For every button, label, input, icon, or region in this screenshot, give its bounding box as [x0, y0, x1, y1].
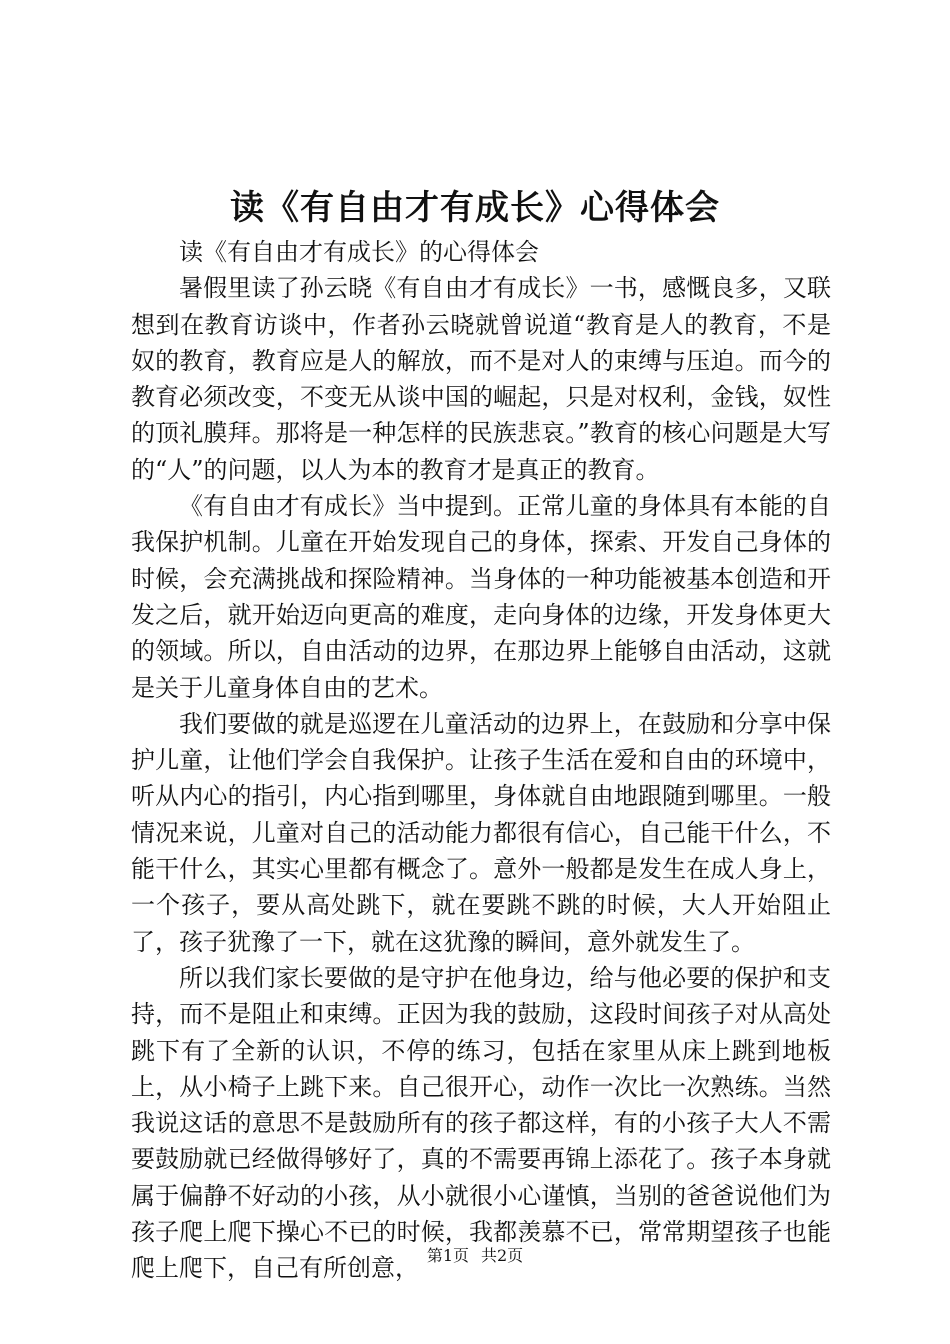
- body-paragraph-4: 所以我们家长要做的是守护在他身边，给与他必要的保护和支持，而不是阻止和束缚。正因为我的鼓励，这段时间孩子对从高处跳下有了全新的认识，不停的练习，包括在家里从床上跳到地板上，从小椅子上跳下来。自己很开心，动作一次比一次熟练。当然我说这话的意思不是鼓励所有的孩子都这样，有的小孩子大人不需要鼓励就已经做得够好了，真的不需要再锦上添花了。孩子本身就属于偏静不好动的小孩，从小就很小心谨慎，当别的爸爸说他们为孩子爬上爬下操心不已的时候，我都羡慕不已，常常期望孩子也能爬上爬下，自己有所创意，: [131, 963, 831, 1283]
- page-footer: [0, 1244, 950, 1268]
- subtitle-paragraph: 读《有自由才有成长》的心得体会: [179, 238, 539, 266]
- body-paragraph-3: 我们要做的就是巡逻在儿童活动的边界上，在鼓励和分享中保护儿童，让他们学会自我保护。让孩子生活在爱和自由的环境中，听从内心的指引，内心指到哪里，身体就自由地跟随到哪里。一般情况来说，儿童对自己的活动能力都很有信心，自己能干什么，不能干什么，其实心里都有概念了。意外一般都是发生在成人身上，一个孩子，要从高处跳下，就在要跳不跳的时候，大人开始阻止了，孩子犹豫了一下，就在这犹豫的瞬间，意外就发生了。: [131, 709, 831, 956]
- body-paragraph-1: 暑假里读了孙云晓《有自由才有成长》一书，感慨良多，又联想到在教育访谈中，作者孙云晓就曾说道“教育是人的教育，不是奴的教育，教育应是人的解放，而不是对人的束缚与压迫。而今的教育必须改变，不变无从谈中国的崛起，只是对权利，金钱，奴性的顶礼膜拜。那将是一种怎样的民族悲哀。”教育的核心问题是大写的“人”的问题，以人为本的教育才是真正的教育。: [131, 274, 831, 484]
- body-paragraph-2: 《有自由才有成长》当中提到。正常儿童的身体具有本能的自我保护机制。儿童在开始发现自己的身体，探索、开发自己身体的时候，会充满挑战和探险精神。当身体的一种功能被基本创造和开发之后，就开始迈向更高的难度，走向身体的边缘，开发身体更大的领域。所以，自由活动的边界，在那边界上能够自由活动，这就是关于儿童身体自由的艺术。: [131, 492, 831, 702]
- page-number: 第1页: [426, 1246, 469, 1265]
- document-body: [131, 234, 831, 1287]
- page-total: 共2页: [481, 1246, 524, 1265]
- document-title: 读《有自由才有成长》心得体会: [230, 188, 720, 228]
